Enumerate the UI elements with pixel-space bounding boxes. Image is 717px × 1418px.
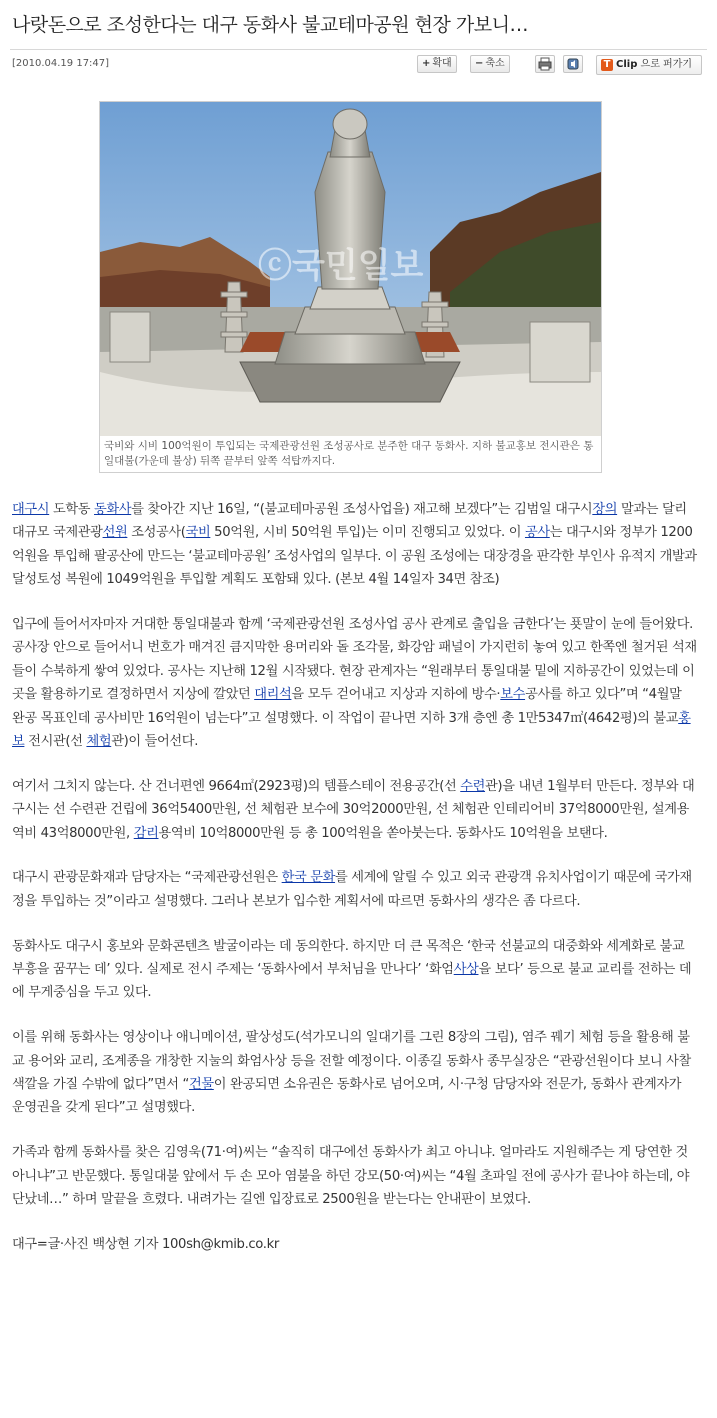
clip-label: 으로 퍼가기 bbox=[637, 59, 693, 70]
paragraph-text: 을 모두 걷어내고 지상과 지하에 방수· bbox=[291, 687, 501, 703]
keyword-link[interactable]: 국비 bbox=[185, 525, 211, 541]
zoom-in-label: 확대 bbox=[432, 58, 452, 69]
paragraph-text: 공사를 하고 있다”며 “4월말 완공 목표인데 공사비만 16억원이 넘는다”고 설명했다. 이 작업이 끝나면 지하 3개 층엔 총 1만5347㎡(4642평)의 불교 bbox=[12, 687, 682, 726]
print-button[interactable] bbox=[535, 55, 555, 73]
paragraph-text: 관)을 내년 1월부터 만든다. 정부와 대구시는 선 수련관 건립에 36억5400만원, 선 체험관 보수에 30억2000만원, 선 체험관 인테리어비 37억8000만원, 설계용역비 43억8000만원, bbox=[12, 778, 695, 841]
paragraph-text: 용역비 10억8000만원 등 총 100억원을 쏟아붓는다. 동화사도 10억원을 보탠다. bbox=[158, 825, 608, 841]
paragraph-text: 대구시 관광문화재과 담당자는 “국제관광선원은 bbox=[12, 870, 282, 886]
clip-share-button[interactable] bbox=[596, 55, 702, 75]
zoom-out-label: 축소 bbox=[485, 58, 505, 69]
zoom-out-button[interactable] bbox=[470, 55, 510, 73]
paragraph-text: 조성공사( bbox=[127, 525, 186, 541]
article-photo bbox=[100, 102, 601, 436]
article-byline bbox=[12, 1233, 697, 1256]
article-figure bbox=[99, 101, 602, 473]
paragraph-text: 을 보다’ 등으로 불교 교리를 전하는 데에 무게중심을 두고 있다. bbox=[12, 962, 692, 1001]
article-body bbox=[12, 498, 697, 1256]
paragraph-text: 전시관(선 bbox=[24, 734, 87, 750]
paragraph-text: 가족과 함께 동화사를 찾은 김영욱(71·여)씨는 “솔직히 대구에선 동화사가 최고 아니냐. 얼마라도 지원해주는 게 당연한 것 아니냐”고 반문했다. 통일대불 앞에서 두 손 모아 염불을 하던 강모(50·여)씨는 “4월 초파일 전에 공사가 끝나야 하는데, 야단났네…” 하며 말끝을 흐렸다. 내려가는 길엔 입장료로 2500원을 받는다는 안내판이 보였다. bbox=[12, 1145, 690, 1208]
listen-button[interactable] bbox=[563, 55, 583, 73]
divider bbox=[10, 49, 707, 50]
article-paragraph bbox=[12, 613, 697, 753]
article-datetime: [2010.04.19 17:47] bbox=[12, 58, 110, 69]
figure-caption: 국비와 시비 100억원이 투입되는 국제관광선원 조성공사로 분주한 대구 동화사. 지하 불교홍보 전시관은 통일대불(가운데 불상) 뒤쪽 끝부터 앞쪽 석탑까지다. bbox=[104, 440, 594, 467]
paragraph-text: 이 완공되면 소유권은 동화사로 넘어오며, 시·구청 담당자와 전문가, 동화사 관계자가 운영권을 갖게 된다”고 설명했다. bbox=[12, 1077, 682, 1116]
keyword-link[interactable]: 선원 bbox=[102, 525, 128, 541]
clip-brand: Clip bbox=[616, 59, 638, 70]
keyword-link[interactable]: 홍보 bbox=[12, 710, 691, 750]
photo-watermark: ⓒ국민일보 bbox=[258, 246, 424, 286]
paragraph-text: 말과는 달리 대규모 국제관광 bbox=[12, 502, 687, 541]
article-paragraph bbox=[12, 775, 697, 845]
article-headline: 나랏돈으로 조성한다는 대구 동화사 불교테마공원 현장 가보니… bbox=[12, 14, 528, 36]
paragraph-text: 도학동 bbox=[49, 502, 95, 517]
article-paragraph bbox=[12, 866, 697, 913]
keyword-link[interactable]: 보수 bbox=[500, 687, 526, 703]
keyword-link[interactable]: 장의 bbox=[592, 502, 618, 517]
keyword-link[interactable]: 건물 bbox=[189, 1077, 214, 1093]
clip-icon: T bbox=[601, 59, 613, 71]
article-paragraph bbox=[12, 1026, 697, 1120]
keyword-link[interactable]: 대구시 bbox=[12, 502, 50, 517]
paragraph-text: 동화사도 대구시 홍보와 문화콘텐츠 발굴이라는 데 동의한다. 하지만 더 큰 목적은 ‘한국 선불교의 대중화와 세계화로 불교 부흥을 꿈꾸는 데’ 있다. 실제로 전시 주제는 ‘동화사에서 부처님을 만나다’ ‘화엄 bbox=[12, 938, 685, 978]
keyword-link[interactable]: 대리석 bbox=[254, 687, 292, 703]
article-paragraph bbox=[12, 1141, 697, 1211]
keyword-link[interactable]: 수련 bbox=[460, 778, 486, 794]
paragraph-text: 관)이 들어선다. bbox=[111, 734, 199, 750]
keyword-link[interactable]: 동화사 bbox=[94, 502, 132, 517]
keyword-link[interactable]: 감리 bbox=[133, 825, 159, 841]
article-paragraph bbox=[12, 498, 697, 592]
keyword-link[interactable]: 체험 bbox=[86, 734, 112, 750]
keyword-link[interactable]: 사상 bbox=[453, 962, 479, 978]
paragraph-text: 를 세계에 알릴 수 있고 외국 관광객 유치사업이기 때문에 국가재정을 투입하는 것”이라고 설명했다. 그러나 본보가 입수한 계획서에 따르면 동화사의 생각은 좀 다르다. bbox=[12, 870, 692, 909]
minus-icon: − bbox=[475, 58, 484, 69]
paragraph-text: 이를 위해 동화사는 영상이나 애니메이션, 팔상성도(석가모니의 일대기를 그린 8장의 그림), 염주 꿰기 체험 등을 활용해 불교 용어와 교리, 조계종을 개창한 지눌의 화엄사상 등을 전할 예정이다. 이종길 동화사 종무실장은 “관광선원이다 보니 사찰 색깔을 가질 수밖에 없다”면서 “ bbox=[12, 1030, 691, 1093]
article-paragraph bbox=[12, 935, 697, 1005]
paragraph-text: 는 대구시와 정부가 1200억원을 투입해 팔공산에 만드는 ‘불교테마공원’ 조성사업의 일부다. 이 공원 조성에는 대장경을 판각한 부인사 유적지 개발과 달성토성 복원에 1049억원을 투입할 계획도 포함돼 있다. (본보 4월 14일자 34면 참조) bbox=[12, 525, 697, 588]
paragraph-text: 여기서 그치지 않는다. 산 건너편엔 9664㎡(2923평)의 템플스테이 전용공간(선 bbox=[12, 778, 461, 794]
audio-icon bbox=[564, 56, 582, 72]
zoom-in-button[interactable] bbox=[417, 55, 457, 73]
paragraph-text: 를 찾아간 지난 16일, “(불교테마공원 조성사업을) 재고해 보겠다”는 김범일 대구시 bbox=[131, 502, 593, 517]
keyword-link[interactable]: 공사 bbox=[524, 525, 550, 541]
keyword-link[interactable]: 한국 문화 bbox=[281, 870, 336, 886]
paragraph-text: 대구=글·사진 백상현 기자 100sh@kmib.co.kr bbox=[12, 1236, 279, 1252]
print-icon bbox=[536, 56, 554, 72]
plus-icon: + bbox=[422, 58, 431, 69]
paragraph-text: 입구에 들어서자마자 거대한 통일대불과 함께 ‘국제관광선원 조성사업 공사 관계로 출입을 금한다’는 푯말이 눈에 들어왔다. 공사장 안으로 들어서니 번호가 매겨진 큼지막한 용머리와 돌 조각물, 화강암 패널이 가지런히 놓여 있고 한쪽엔 철거된 석재들이 수북하게 쌓여 있었다. 공사는 지난해 12월 시작됐다. 현장 관계자는 “원래부터 통일대불 밑에 지하공간이 있었는데 이곳을 활용하기로 결정하면서 지상에 깔았던 bbox=[12, 617, 697, 703]
paragraph-text: 50억원, 시비 50억원 투입)는 이미 진행되고 있었다. 이 bbox=[210, 525, 525, 541]
